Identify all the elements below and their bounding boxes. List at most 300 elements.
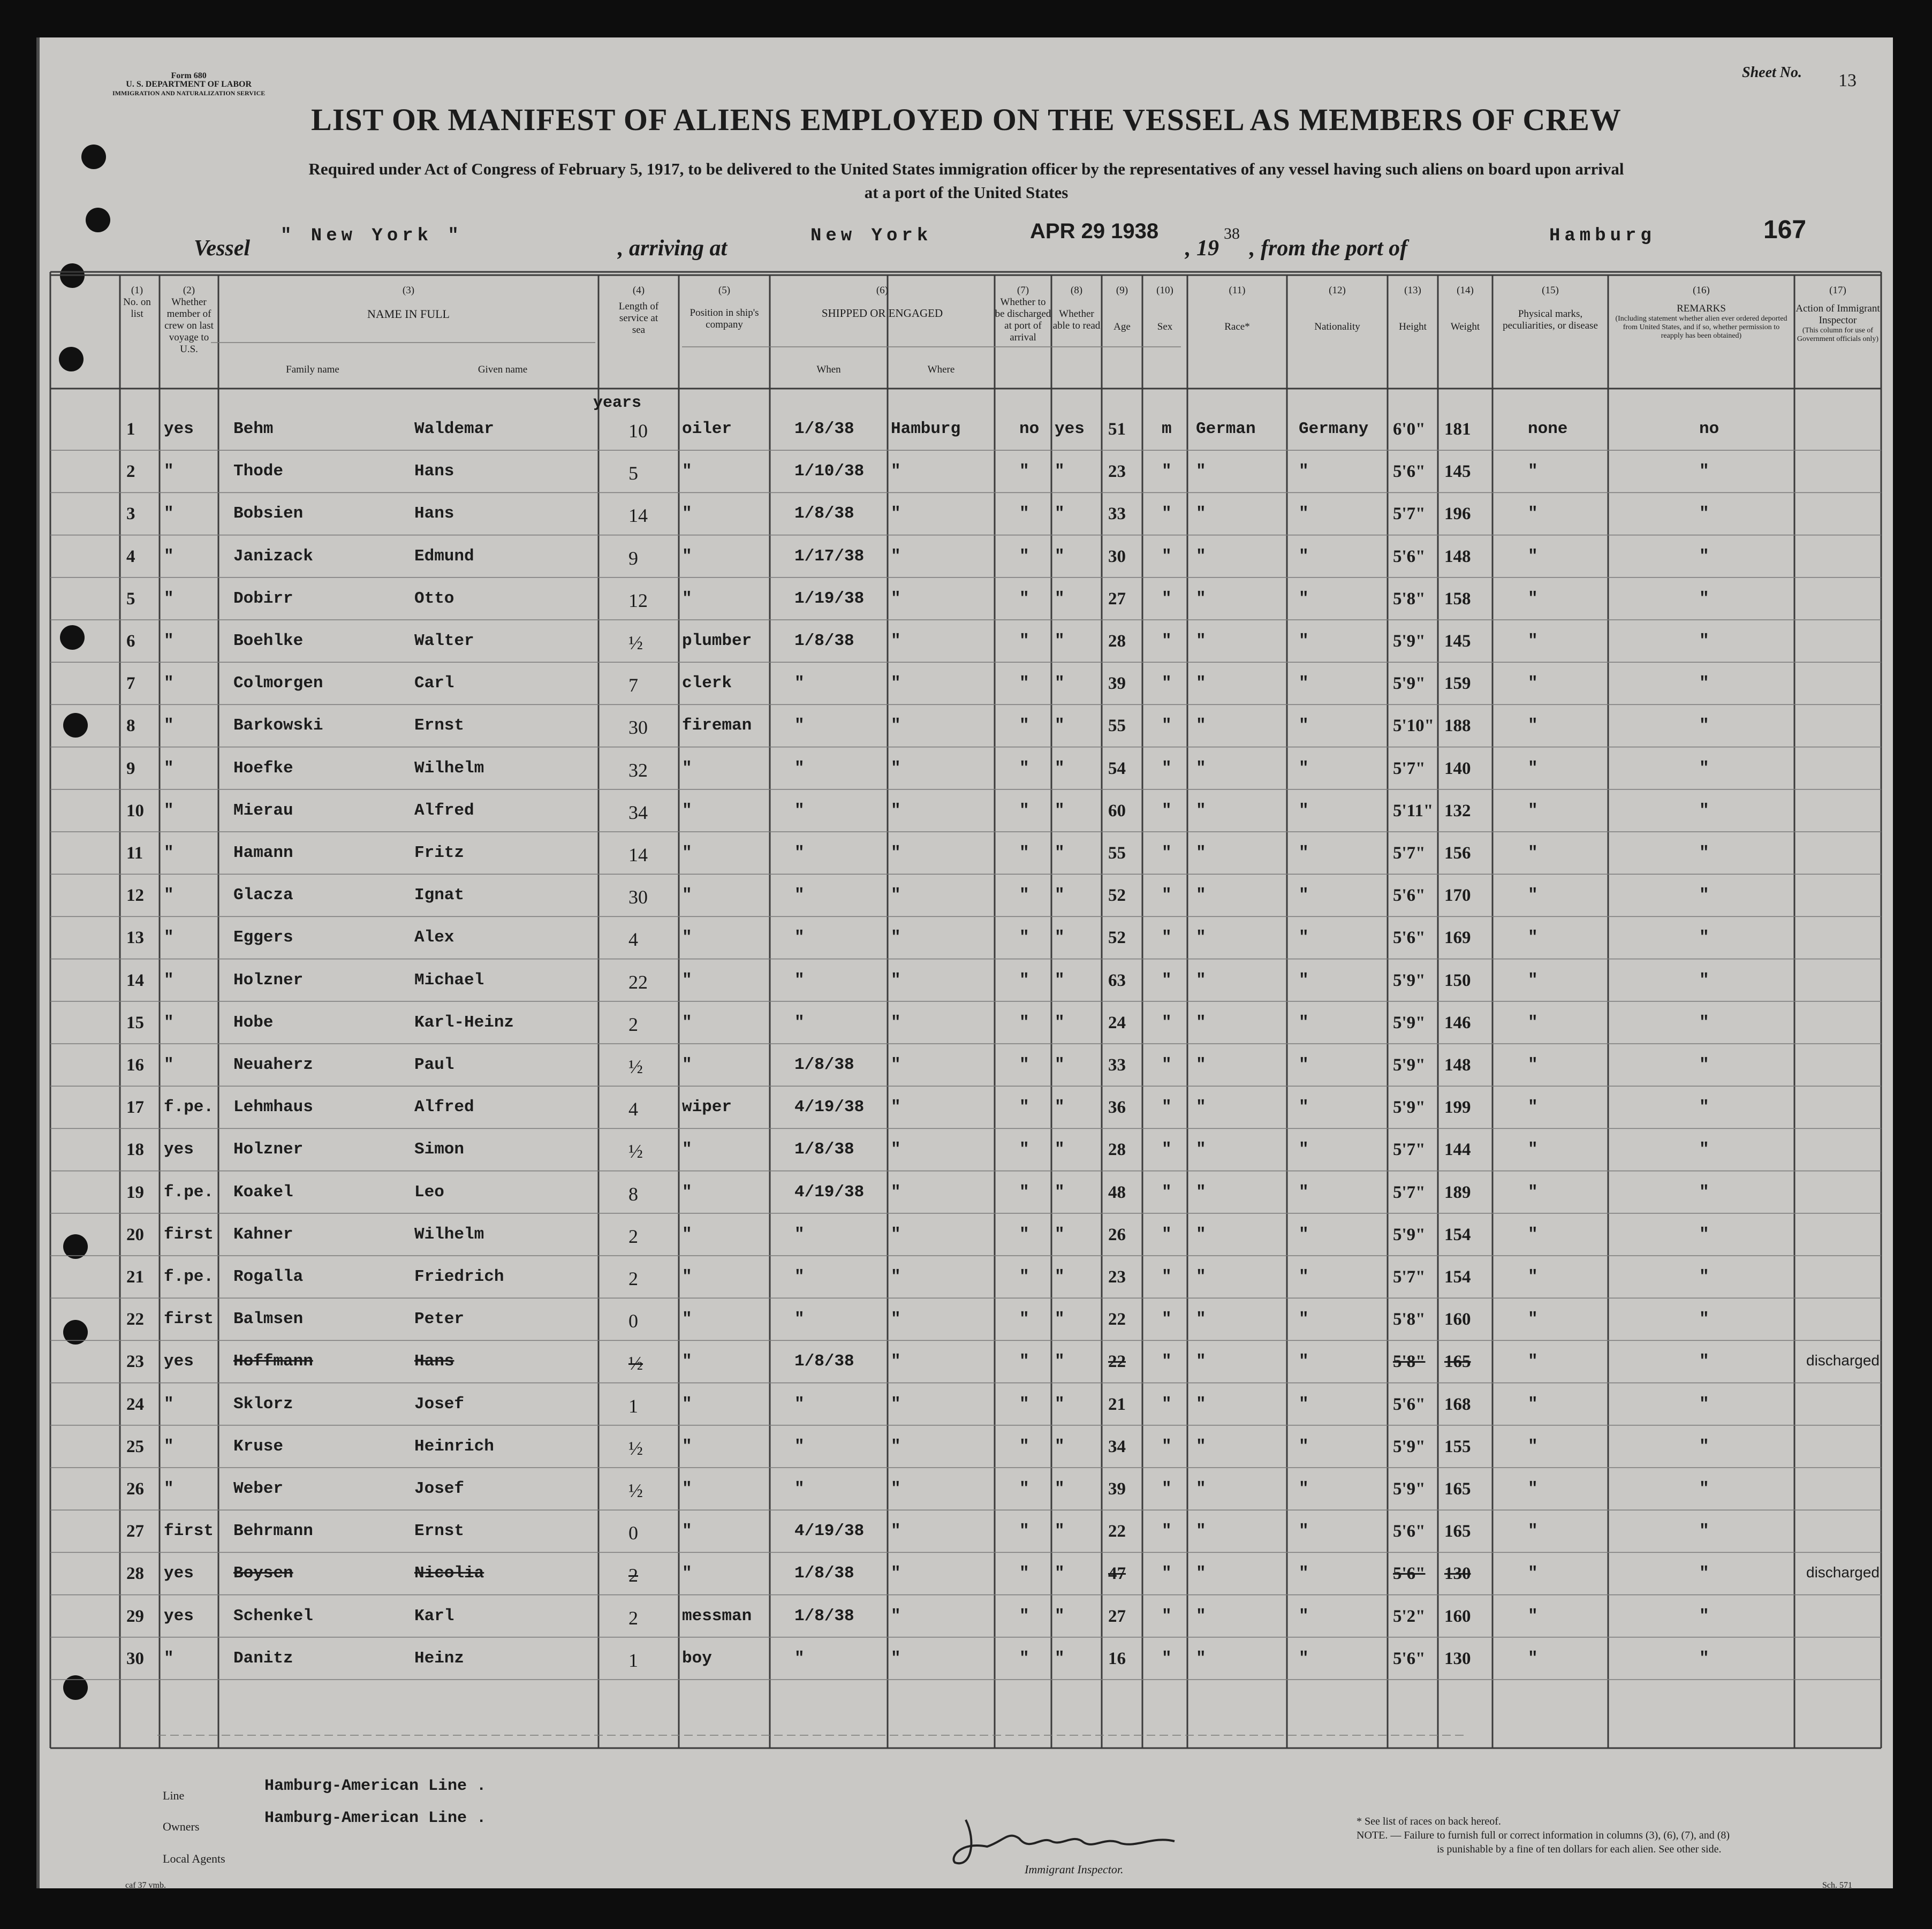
- cell-remarks: ": [1699, 970, 1709, 990]
- cell-marks: ": [1528, 1394, 1538, 1414]
- cell-when: ": [794, 1394, 805, 1414]
- cell-service: 4: [628, 1098, 638, 1120]
- cell-last: first: [164, 1225, 214, 1244]
- cell-position: fireman: [682, 716, 752, 735]
- cell-given: Alex: [414, 928, 454, 947]
- cell-age: 22: [1108, 1310, 1126, 1330]
- cell-last: ": [164, 801, 174, 820]
- cell-given: Otto: [414, 589, 454, 608]
- cell-height: 5'2": [1393, 1606, 1426, 1626]
- cell-height: 5'9": [1393, 1437, 1426, 1456]
- cell-height: 5'8": [1393, 589, 1426, 609]
- print-mark: caf 37 vmb.: [125, 1881, 166, 1890]
- cell-no: 7: [126, 674, 135, 694]
- cell-marks: ": [1528, 674, 1538, 693]
- table-row: [40, 874, 1893, 916]
- cell-disch: ": [1019, 1606, 1029, 1626]
- cell-service: 1: [628, 1649, 638, 1671]
- cell-last: ": [164, 1437, 174, 1456]
- cell-race: ": [1196, 1394, 1206, 1414]
- table-row: [40, 1425, 1893, 1468]
- cell-when: 1/10/38: [794, 462, 865, 481]
- cell-read: ": [1055, 1140, 1065, 1159]
- cell-where: ": [891, 1140, 901, 1159]
- table-row: [40, 1595, 1893, 1637]
- cell-marks: ": [1528, 716, 1538, 735]
- cell-given: Hans: [414, 462, 454, 481]
- cell-last: yes: [164, 420, 194, 438]
- cell-no: 30: [126, 1649, 144, 1668]
- cell-sex: ": [1162, 1098, 1172, 1117]
- cell-nat: ": [1299, 1522, 1309, 1541]
- cell-nat: ": [1299, 1140, 1309, 1159]
- owners-label: Owners: [163, 1820, 200, 1833]
- cell-remarks: ": [1699, 1522, 1709, 1541]
- cell-when: 1/8/38: [794, 1140, 854, 1159]
- cell-family: Koakel: [233, 1182, 293, 1202]
- cell-nat: ": [1299, 1606, 1309, 1626]
- cell-disch: ": [1019, 1225, 1029, 1244]
- cell-no: 24: [126, 1394, 144, 1414]
- cell-no: 8: [126, 716, 135, 736]
- cell-read: ": [1055, 1310, 1065, 1329]
- cell-read: ": [1055, 1522, 1065, 1541]
- cell-service: 2: [628, 1565, 638, 1586]
- cell-nat: ": [1299, 1437, 1309, 1456]
- cell-where: ": [891, 1394, 901, 1414]
- cell-disch: ": [1019, 801, 1029, 820]
- cell-sex: ": [1162, 716, 1172, 735]
- cell-sex: ": [1162, 674, 1172, 693]
- cell-remarks: ": [1699, 1352, 1709, 1371]
- cell-last: ": [164, 886, 174, 905]
- cell-sex: ": [1162, 970, 1172, 990]
- cell-position: ": [682, 970, 692, 990]
- cell-sex: ": [1162, 886, 1172, 905]
- cell-disch: ": [1019, 970, 1029, 990]
- cell-weight: 158: [1444, 589, 1471, 609]
- cell-race: ": [1196, 632, 1206, 650]
- cell-marks: ": [1528, 589, 1538, 608]
- cell-age: 23: [1108, 462, 1126, 482]
- cell-marks: ": [1528, 1564, 1538, 1583]
- cell-position: ": [682, 546, 692, 566]
- cell-weight: 146: [1444, 1013, 1471, 1032]
- cell-marks: ": [1528, 1098, 1538, 1117]
- cell-marks: ": [1528, 758, 1538, 778]
- cell-age: 26: [1108, 1225, 1126, 1244]
- cell-read: ": [1055, 589, 1065, 608]
- col-17-header: (17) Action of Immigrant Inspector (This column for use of Government officials only): [1795, 285, 1880, 343]
- cell-service: 1: [628, 1395, 638, 1417]
- cell-weight: 132: [1444, 801, 1471, 821]
- cell-height: 5'7": [1393, 1140, 1426, 1160]
- cell-given: Leo: [414, 1182, 444, 1202]
- cell-remarks: ": [1699, 1225, 1709, 1244]
- cell-nat: ": [1299, 674, 1309, 693]
- year-prefix: , 19: [1185, 236, 1219, 261]
- cell-read: ": [1055, 1479, 1065, 1498]
- cell-service: ½: [628, 1141, 643, 1163]
- cell-where: ": [891, 716, 901, 735]
- cell-last: ": [164, 1649, 174, 1668]
- cell-age: 28: [1108, 632, 1126, 651]
- cell-service: 30: [628, 717, 648, 739]
- cell-when: ": [794, 674, 805, 693]
- cell-service: 2: [628, 1607, 638, 1629]
- cell-position: ": [682, 1182, 692, 1202]
- table-row: [40, 408, 1893, 450]
- cell-disch: ": [1019, 1564, 1029, 1583]
- cell-given: Waldemar: [414, 420, 494, 438]
- cell-when: 1/19/38: [794, 589, 865, 608]
- cell-age: 63: [1108, 970, 1126, 990]
- cell-disch: ": [1019, 1140, 1029, 1159]
- cell-read: ": [1055, 844, 1065, 862]
- penalty-note-2: is punishable by a fine of ten dollars for each alien. See other side.: [1437, 1843, 1722, 1855]
- cell-disch: ": [1019, 1182, 1029, 1202]
- cell-position: ": [682, 1140, 692, 1159]
- cell-service: 2: [628, 1268, 638, 1289]
- cell-when: ": [794, 928, 805, 947]
- cell-weight: 130: [1444, 1649, 1471, 1668]
- cell-given: Hans: [414, 1352, 454, 1371]
- cell-given: Nicolia: [414, 1564, 484, 1583]
- cell-remarks: ": [1699, 928, 1709, 947]
- date-stamp: APR 29 1938: [1030, 219, 1159, 243]
- cell-race: ": [1196, 1182, 1206, 1202]
- cell-race: ": [1196, 1267, 1206, 1286]
- cell-nat: ": [1299, 1225, 1309, 1244]
- cell-family: Hamann: [233, 844, 293, 862]
- cell-remarks: ": [1699, 674, 1709, 693]
- cell-read: ": [1055, 674, 1065, 693]
- cell-marks: none: [1528, 420, 1568, 438]
- cell-when: ": [794, 1479, 805, 1498]
- cell-when: 1/8/38: [794, 504, 854, 523]
- cell-weight: 188: [1444, 716, 1471, 736]
- cell-sex: ": [1162, 504, 1172, 523]
- cell-position: ": [682, 886, 692, 905]
- cell-service: ½: [628, 1480, 643, 1501]
- col-14-header: (14) Weight: [1450, 285, 1480, 332]
- cell-given: Wilhelm: [414, 1225, 484, 1244]
- cell-race: ": [1196, 674, 1206, 693]
- cell-no: 29: [126, 1606, 144, 1626]
- cell-disch: ": [1019, 1437, 1029, 1456]
- cell-marks: ": [1528, 1352, 1538, 1371]
- cell-marks: ": [1528, 1522, 1538, 1541]
- cell-weight: 148: [1444, 1055, 1471, 1075]
- cell-service: ½: [628, 1437, 643, 1459]
- cell-given: Heinz: [414, 1649, 465, 1668]
- cell-family: Colmorgen: [233, 674, 323, 693]
- table-row: [40, 1510, 1893, 1552]
- cell-position: ": [682, 844, 692, 862]
- cell-read: ": [1055, 1098, 1065, 1117]
- cell-weight: 148: [1444, 546, 1471, 566]
- cell-height: 5'9": [1393, 970, 1426, 990]
- cell-when: 4/19/38: [794, 1098, 865, 1117]
- cell-remarks: ": [1699, 504, 1709, 523]
- cell-family: Behrmann: [233, 1522, 313, 1541]
- cell-height: 5'6": [1393, 886, 1426, 906]
- cell-read: ": [1055, 1437, 1065, 1456]
- cell-height: 5'9": [1393, 674, 1426, 694]
- cell-marks: ": [1528, 1225, 1538, 1244]
- cell-marks: ": [1528, 1055, 1538, 1074]
- cell-when: ": [794, 970, 805, 990]
- cell-age: 27: [1108, 1606, 1126, 1626]
- cell-last: ": [164, 462, 174, 481]
- cell-sex: ": [1162, 844, 1172, 862]
- cell-sex: ": [1162, 462, 1172, 481]
- cell-marks: ": [1528, 801, 1538, 820]
- cell-remarks: ": [1699, 1479, 1709, 1498]
- cell-no: 5: [126, 589, 135, 609]
- cell-where: ": [891, 1267, 901, 1286]
- cell-disch: no: [1019, 420, 1040, 438]
- cell-race: ": [1196, 1606, 1206, 1626]
- table-row: [40, 1044, 1893, 1086]
- cell-marks: ": [1528, 928, 1538, 947]
- cell-family: Barkowski: [233, 716, 323, 735]
- table-row: [40, 916, 1893, 959]
- cell-disch: ": [1019, 546, 1029, 566]
- cell-age: 33: [1108, 504, 1126, 524]
- cell-read: ": [1055, 1055, 1065, 1074]
- cell-no: 2: [126, 462, 135, 482]
- cell-given: Paul: [414, 1055, 454, 1074]
- cell-no: 17: [126, 1098, 144, 1118]
- cell-remarks: ": [1699, 1098, 1709, 1117]
- cell-age: 16: [1108, 1649, 1126, 1668]
- cell-where: ": [891, 1352, 901, 1371]
- cell-service: 32: [628, 759, 648, 781]
- cell-nat: ": [1299, 1564, 1309, 1583]
- cell-where: ": [891, 589, 901, 608]
- cell-position: ": [682, 504, 692, 523]
- local-agents-label: Local Agents: [163, 1852, 225, 1865]
- penalty-note-1: NOTE. — Failure to furnish full or correct information in columns (3), (6), (7), and (8): [1357, 1829, 1730, 1841]
- cell-age: 28: [1108, 1140, 1126, 1160]
- cell-weight: 181: [1444, 420, 1471, 439]
- cell-family: Holzner: [233, 970, 304, 990]
- years-label: years: [593, 394, 642, 412]
- cell-remarks: ": [1699, 462, 1709, 481]
- cell-remarks: ": [1699, 546, 1709, 566]
- cell-remarks: ": [1699, 886, 1709, 905]
- col-13-header: (13) Height: [1399, 285, 1427, 332]
- cell-read: ": [1055, 886, 1065, 905]
- cell-nat: ": [1299, 462, 1309, 481]
- cell-family: Weber: [233, 1479, 284, 1498]
- cell-sex: ": [1162, 1522, 1172, 1541]
- cell-read: ": [1055, 1225, 1065, 1244]
- cell-height: 5'6": [1393, 1564, 1426, 1584]
- cell-weight: 145: [1444, 462, 1471, 482]
- cell-no: 16: [126, 1055, 144, 1075]
- cell-race: ": [1196, 1564, 1206, 1583]
- cell-last: ": [164, 1013, 174, 1032]
- cell-no: 11: [126, 844, 143, 863]
- cell-no: 3: [126, 504, 135, 524]
- cell-last: ": [164, 1055, 174, 1074]
- cell-age: 52: [1108, 886, 1126, 906]
- cell-no: 12: [126, 886, 144, 906]
- cell-read: ": [1055, 758, 1065, 778]
- cell-given: Simon: [414, 1140, 465, 1159]
- cell-sex: ": [1162, 1479, 1172, 1498]
- cell-service: 2: [628, 1225, 638, 1247]
- cell-no: 15: [126, 1013, 144, 1032]
- table-row: [40, 959, 1893, 1001]
- cell-weight: 169: [1444, 928, 1471, 948]
- cell-where: ": [891, 1182, 901, 1202]
- cell-given: Alfred: [414, 801, 474, 820]
- cell-family: Lehmhaus: [233, 1098, 313, 1117]
- cell-read: ": [1055, 462, 1065, 481]
- cell-service: ½: [628, 1353, 643, 1374]
- col-5-header: (5) Position in ship's company: [690, 285, 759, 330]
- cell-nat: ": [1299, 1182, 1309, 1202]
- cell-service: 22: [628, 971, 648, 993]
- cell-given: Edmund: [414, 546, 474, 566]
- cell-family: Mierau: [233, 801, 293, 820]
- cell-service: 8: [628, 1183, 638, 1205]
- cell-remarks: ": [1699, 1606, 1709, 1626]
- cell-where: ": [891, 1522, 901, 1541]
- sheet-number: 13: [1838, 71, 1857, 90]
- cell-nat: ": [1299, 970, 1309, 990]
- cell-position: ": [682, 1055, 692, 1074]
- cell-no: 25: [126, 1437, 144, 1456]
- cell-where: ": [891, 674, 901, 693]
- cell-last: ": [164, 758, 174, 778]
- cell-disch: ": [1019, 716, 1029, 735]
- cell-sex: ": [1162, 1437, 1172, 1456]
- cell-weight: 144: [1444, 1140, 1471, 1160]
- cell-last: ": [164, 589, 174, 608]
- table-row: [40, 1383, 1893, 1425]
- cell-family: Balmsen: [233, 1310, 304, 1329]
- cell-race: ": [1196, 716, 1206, 735]
- cell-family: Eggers: [233, 928, 293, 947]
- cell-last: ": [164, 546, 174, 566]
- cell-position: ": [682, 462, 692, 481]
- cell-remarks: ": [1699, 758, 1709, 778]
- cell-sex: ": [1162, 1225, 1172, 1244]
- table-row: [40, 1001, 1893, 1044]
- cell-where: ": [891, 1225, 901, 1244]
- cell-no: 20: [126, 1225, 144, 1244]
- cell-nat: ": [1299, 1098, 1309, 1117]
- cell-position: ": [682, 1225, 692, 1244]
- table-row: [40, 747, 1893, 789]
- cell-height: 6'0": [1393, 420, 1426, 439]
- cell-no: 28: [126, 1564, 144, 1584]
- cell-disch: ": [1019, 1013, 1029, 1032]
- cell-disch: ": [1019, 1394, 1029, 1414]
- cell-nat: ": [1299, 1649, 1309, 1668]
- cell-service: 2: [628, 1013, 638, 1035]
- col-4-header: (4) Length of service at sea: [618, 285, 659, 336]
- owners-value: Hamburg-American Line .: [264, 1809, 487, 1827]
- cell-sex: ": [1162, 1267, 1172, 1286]
- cell-read: yes: [1055, 420, 1085, 438]
- cell-where: ": [891, 1437, 901, 1456]
- cell-age: 48: [1108, 1182, 1126, 1202]
- cell-service: 5: [628, 462, 638, 484]
- cell-given: Peter: [414, 1310, 465, 1329]
- table-row: [40, 535, 1893, 578]
- table-row: [40, 1340, 1893, 1383]
- cell-nat: ": [1299, 546, 1309, 566]
- cell-disch: ": [1019, 462, 1029, 481]
- cell-disch: ": [1019, 1310, 1029, 1329]
- cell-nat: ": [1299, 801, 1309, 820]
- cell-no: 13: [126, 928, 144, 948]
- cell-race: ": [1196, 1522, 1206, 1541]
- cell-remarks: ": [1699, 632, 1709, 650]
- cell-marks: ": [1528, 1310, 1538, 1329]
- subtitle-line-2: at a port of the United States: [864, 183, 1069, 202]
- cell-weight: 160: [1444, 1606, 1471, 1626]
- cell-disch: ": [1019, 1098, 1029, 1117]
- cell-sex: ": [1162, 1182, 1172, 1202]
- cell-race: ": [1196, 801, 1206, 820]
- cell-last: yes: [164, 1606, 194, 1626]
- cell-given: Hans: [414, 504, 454, 523]
- cell-disch: ": [1019, 1649, 1029, 1668]
- cell-read: ": [1055, 504, 1065, 523]
- cell-race: ": [1196, 1140, 1206, 1159]
- col-3b-header: Given name: [478, 364, 528, 375]
- cell-sex: m: [1162, 420, 1172, 438]
- cell-position: ": [682, 1479, 692, 1498]
- from-label: , from the port of: [1249, 236, 1408, 261]
- cell-read: ": [1055, 632, 1065, 650]
- cell-age: 39: [1108, 1479, 1126, 1499]
- cell-height: 5'7": [1393, 844, 1426, 863]
- cell-marks: ": [1528, 1140, 1538, 1159]
- cell-marks: ": [1528, 970, 1538, 990]
- cell-sex: ": [1162, 1013, 1172, 1032]
- cell-disch: ": [1019, 504, 1029, 523]
- cell-last: yes: [164, 1352, 194, 1371]
- cell-nat: ": [1299, 844, 1309, 862]
- cell-disch: ": [1019, 1055, 1029, 1074]
- cell-last: first: [164, 1310, 214, 1329]
- cell-remarks: ": [1699, 1437, 1709, 1456]
- cell-when: ": [794, 801, 805, 820]
- cell-last: ": [164, 1479, 174, 1498]
- cell-last: ": [164, 632, 174, 650]
- col-12-header: (12) Nationality: [1314, 285, 1360, 332]
- cell-height: 5'9": [1393, 1225, 1426, 1244]
- cell-position: clerk: [682, 674, 732, 693]
- cell-position: plumber: [682, 632, 752, 650]
- cell-age: 34: [1108, 1437, 1126, 1456]
- page-title: LIST OR MANIFEST OF ALIENS EMPLOYED ON THE VESSEL AS MEMBERS OF CREW: [311, 102, 1622, 137]
- cell-service: 10: [628, 420, 648, 442]
- cell-read: ": [1055, 1649, 1065, 1668]
- cell-position: ": [682, 928, 692, 947]
- cell-remarks: no: [1699, 420, 1719, 438]
- cell-read: ": [1055, 1606, 1065, 1626]
- cell-when: ": [794, 1649, 805, 1668]
- cell-last: f.pe.: [164, 1182, 214, 1202]
